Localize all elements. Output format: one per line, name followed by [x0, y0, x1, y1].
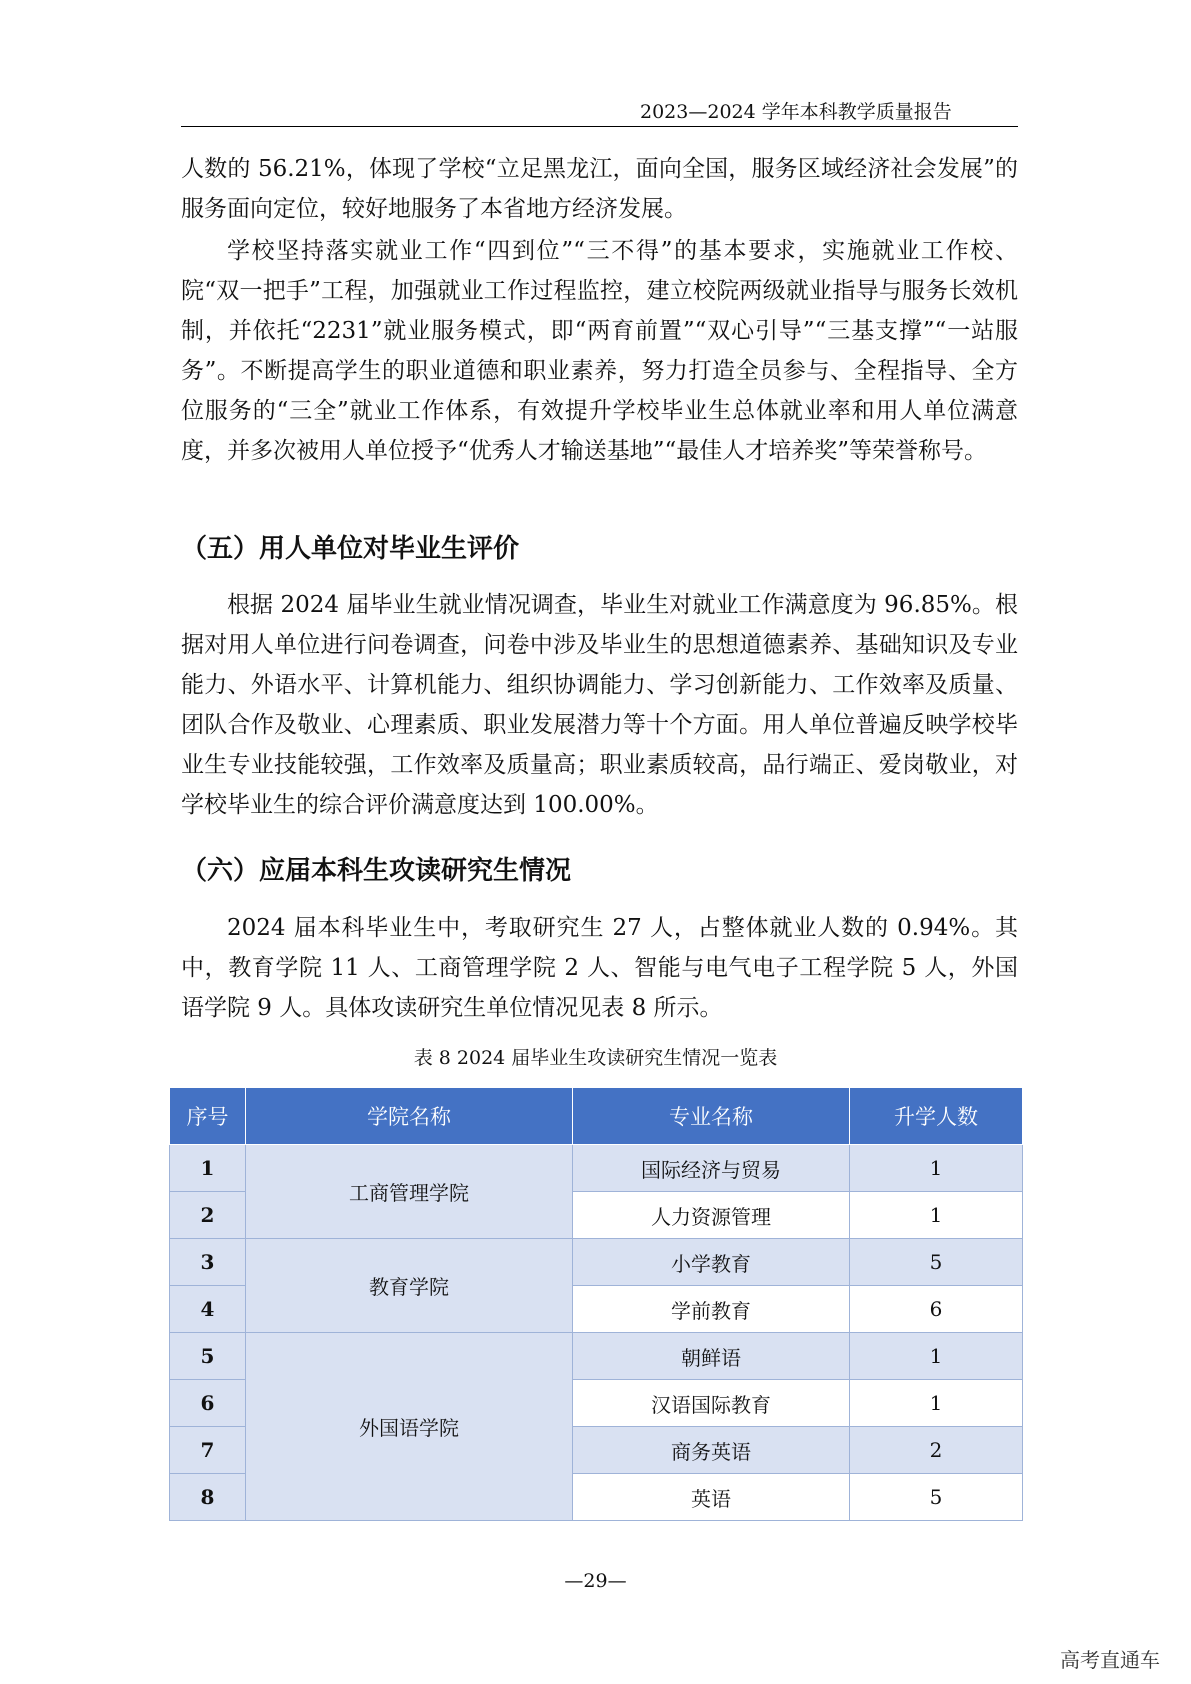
row-seq: 8 — [170, 1474, 246, 1521]
college-cell: 教育学院 — [246, 1239, 573, 1333]
table-header-row — [170, 1088, 1023, 1145]
row-seq: 6 — [170, 1380, 246, 1427]
major-cell: 小学教育 — [573, 1239, 850, 1286]
column-header-seq: 序号 — [170, 1088, 246, 1145]
major-cell: 人力资源管理 — [573, 1192, 850, 1239]
major-cell: 英语 — [573, 1474, 850, 1521]
row-seq: 3 — [170, 1239, 246, 1286]
count-cell: 5 — [850, 1239, 1023, 1286]
row-seq: 5 — [170, 1333, 246, 1380]
column-header-count: 升学人数 — [850, 1088, 1023, 1145]
count-cell: 1 — [850, 1145, 1023, 1192]
table-caption: 表 8 2024 届毕业生攻读研究生情况一览表 — [413, 1047, 778, 1069]
paragraph-4: 2024 届本科毕业生中，考取研究生 27 人，占整体就业人数的 0.94%。其中，教育学院 11 人、工商管理学院 2 人、智能与电气电子工程学院 5 人，外国语学院 9 人。具体攻读研究生单位情况见表 8 所示。 — [181, 915, 1018, 1021]
row-seq: 7 — [170, 1427, 246, 1474]
count-cell: 6 — [850, 1286, 1023, 1333]
table-row — [170, 1333, 1023, 1380]
column-header-major: 专业名称 — [573, 1088, 850, 1145]
major-cell: 朝鲜语 — [573, 1333, 850, 1380]
header-rule — [181, 126, 1018, 127]
college-cell: 外国语学院 — [246, 1333, 573, 1521]
page-number: —29— — [564, 1570, 627, 1592]
count-cell: 1 — [850, 1192, 1023, 1239]
major-cell: 商务英语 — [573, 1427, 850, 1474]
row-seq: 1 — [170, 1145, 246, 1192]
section-heading-5: （五）用人单位对毕业生评价 — [181, 534, 520, 564]
count-cell: 1 — [850, 1380, 1023, 1427]
count-cell: 5 — [850, 1474, 1023, 1521]
table-row — [170, 1239, 1023, 1286]
major-cell: 学前教育 — [573, 1286, 850, 1333]
count-cell: 2 — [850, 1427, 1023, 1474]
row-seq: 4 — [170, 1286, 246, 1333]
watermark-text: 高考直通车 — [1060, 1648, 1160, 1672]
major-cell: 汉语国际教育 — [573, 1380, 850, 1427]
paragraph-2: 学校坚持落实就业工作“四到位”“三不得”的基本要求，实施就业工作校、院“双一把手”工程，加强就业工作过程监控，建立校院两级就业指导与服务长效机制，并依托“2231”就业服务模式，即“两育前置”“双心引导”“三基支撑”“一站服务”。不断提高学生的职业道德和职业素养，努力打造全员参与、全程指导、全方位服务的“三全”就业工作体系，有效提升学校毕业生总体就业率和用人单位满意度，并多次被用人单位授予“优秀人才输送基地”“最佳人才培养奖”等荣誉称号。 — [181, 238, 1018, 464]
count-cell: 1 — [850, 1333, 1023, 1380]
paragraph-3: 根据 2024 届毕业生就业情况调查，毕业生对就业工作满意度为 96.85%。根据对用人单位进行问卷调查，问卷中涉及毕业生的思想道德素养、基础知识及专业能力、外语水平、计算机能力、组织协调能力、学习创新能力、工作效率及质量、团队合作及敬业、心理素质、职业发展潜力等十个方面。用人单位普遍反映学校毕业生专业技能较强，工作效率及质量高；职业素质较高，品行端正、爱岗敬业，对学校毕业生的综合评价满意度达到 100.00%。 — [181, 592, 1018, 818]
major-cell: 国际经济与贸易 — [573, 1145, 850, 1192]
table-row — [170, 1145, 1023, 1192]
header-title: 2023—2024 学年本科教学质量报告 — [640, 101, 952, 123]
section-heading-6: （六）应届本科生攻读研究生情况 — [181, 856, 572, 886]
paragraph-1: 人数的 56.21%，体现了学校“立足黑龙江，面向全国，服务区域经济社会发展”的服务面向定位，较好地服务了本省地方经济发展。 — [181, 156, 1018, 222]
college-cell: 工商管理学院 — [246, 1145, 573, 1239]
row-seq: 2 — [170, 1192, 246, 1239]
column-header-college: 学院名称 — [246, 1088, 573, 1145]
graduate-study-table — [169, 1087, 1023, 1521]
